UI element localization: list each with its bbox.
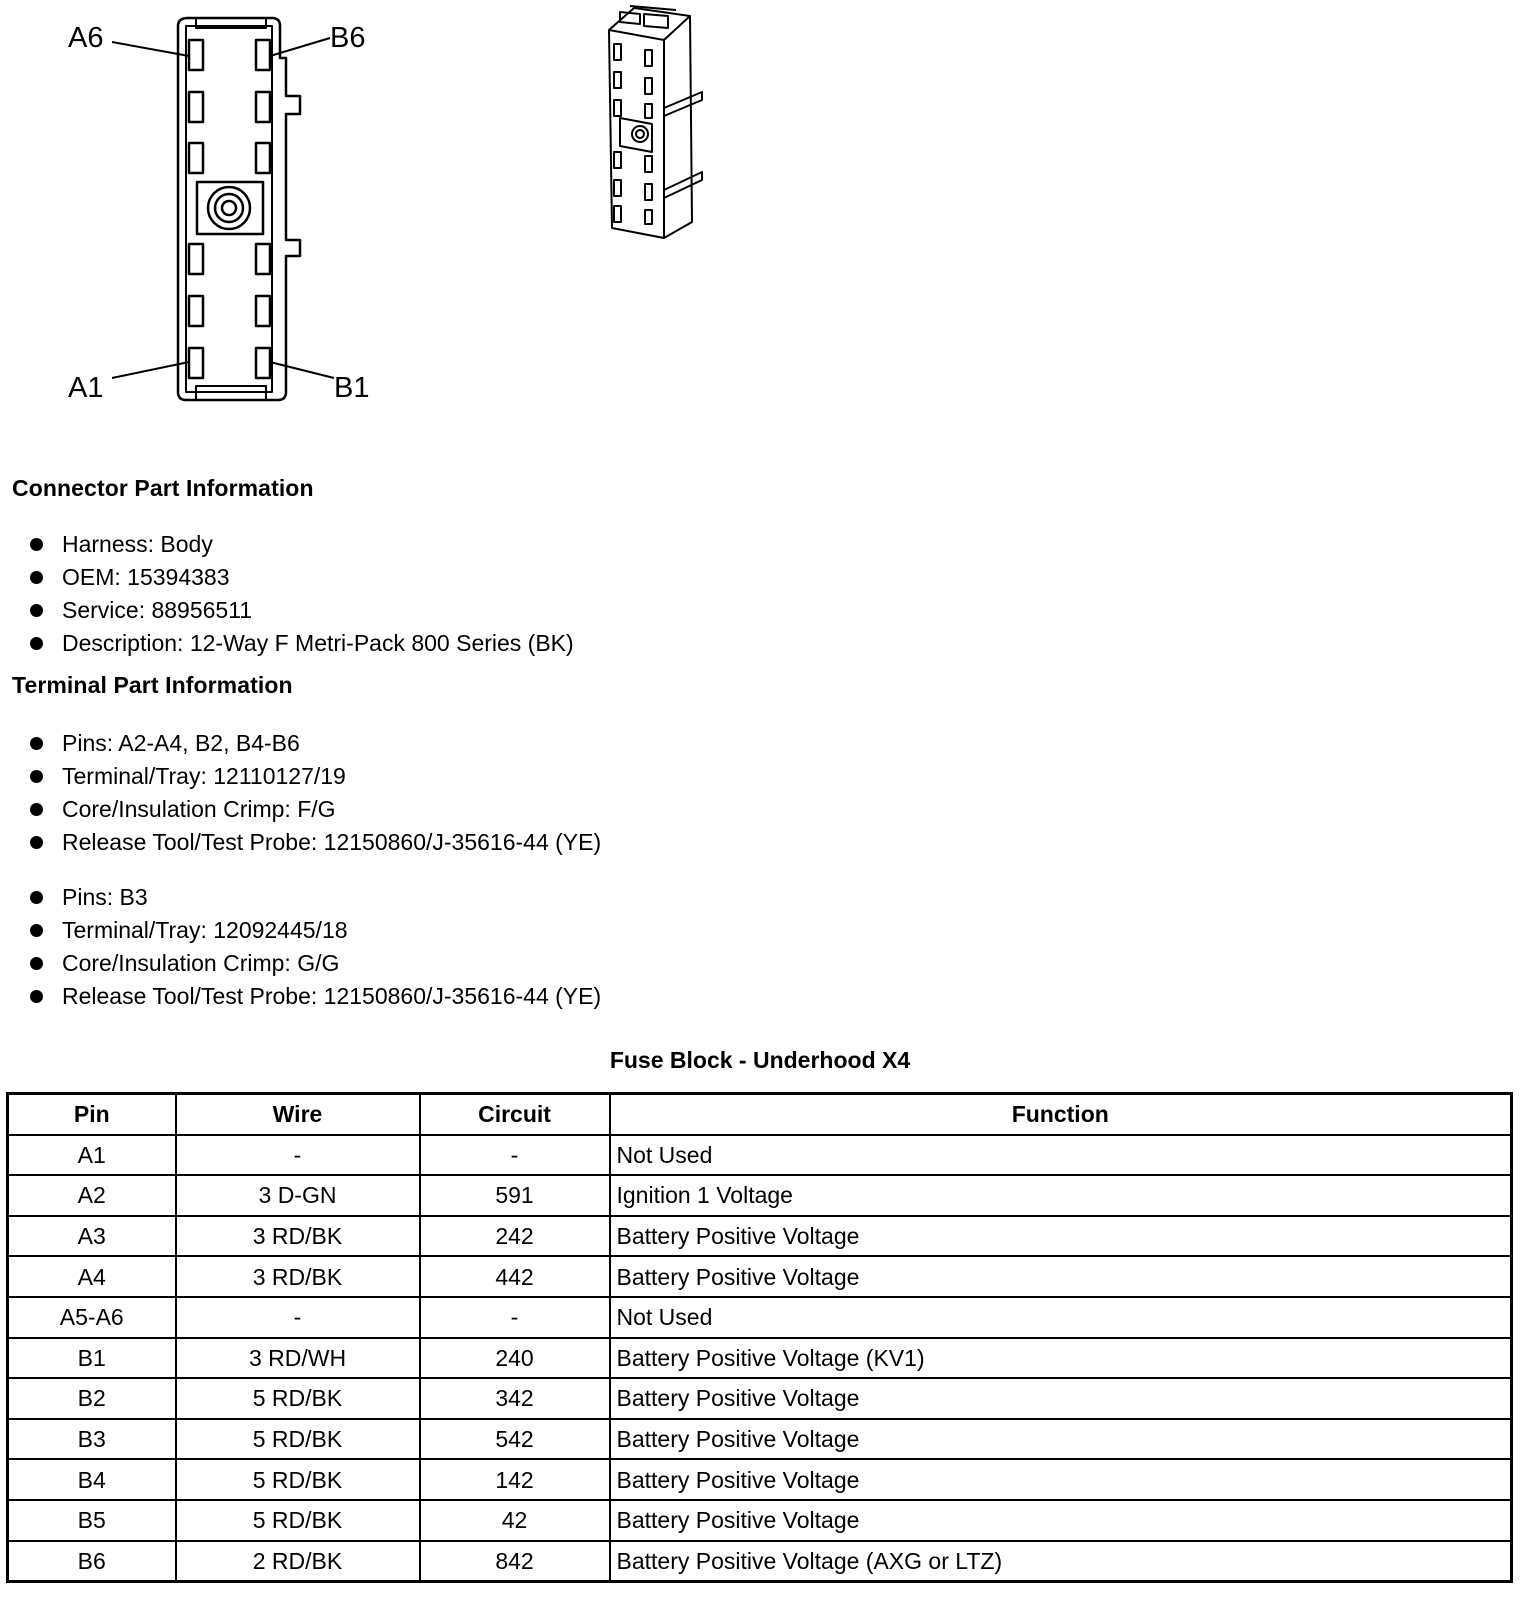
table-row: [8, 1500, 1512, 1541]
circuit-cell: 42: [420, 1500, 610, 1541]
circuit-cell: 842: [420, 1541, 610, 1582]
pin-cell: A2: [8, 1175, 176, 1216]
bullet-icon: [30, 637, 43, 650]
table-row: [8, 1459, 1512, 1500]
list-item: OEM: 15394383: [30, 561, 574, 594]
circuit-cell: 142: [420, 1459, 610, 1500]
connector-part-info-list: [30, 528, 574, 660]
table-row: [8, 1541, 1512, 1582]
bullet-icon: [30, 770, 43, 783]
bullet-icon: [30, 891, 43, 904]
list-item: Harness: Body: [30, 528, 574, 561]
circuit-cell: 240: [420, 1338, 610, 1379]
function-cell: Battery Positive Voltage: [610, 1419, 1512, 1460]
wire-cell: 3 RD/WH: [176, 1338, 420, 1379]
function-cell: Battery Positive Voltage: [610, 1459, 1512, 1500]
bullet-icon: [30, 538, 43, 551]
table-row: [8, 1419, 1512, 1460]
column-header-pin: Pin: [8, 1094, 176, 1135]
table-title: Fuse Block - Underhood X4: [609, 1047, 911, 1073]
function-cell: Battery Positive Voltage (KV1): [610, 1338, 1512, 1379]
list-item: Terminal/Tray: 12110127/19: [30, 760, 601, 793]
function-cell: Not Used: [610, 1135, 1512, 1176]
connector-diagram: [0, 0, 760, 420]
pin-cell: B2: [8, 1378, 176, 1419]
bullet-icon: [30, 990, 43, 1003]
list-item: Core/Insulation Crimp: F/G: [30, 793, 601, 826]
bullet-icon: [30, 924, 43, 937]
pin-cell: A3: [8, 1216, 176, 1257]
list-item: Pins: A2-A4, B2, B4-B6: [30, 727, 601, 760]
column-header-wire: Wire: [176, 1094, 420, 1135]
function-cell: Battery Positive Voltage: [610, 1256, 1512, 1297]
pin-cell: A4: [8, 1256, 176, 1297]
label-a6: A6: [68, 22, 104, 54]
list-item: Release Tool/Test Probe: 12150860/J-35616-44 (YE): [30, 980, 601, 1013]
pin-cell: A5-A6: [8, 1297, 176, 1338]
circuit-cell: -: [420, 1135, 610, 1176]
connector-part-info-heading: Connector Part Information: [12, 475, 314, 501]
circuit-cell: 591: [420, 1175, 610, 1216]
terminal-part-info-group-2: [30, 881, 601, 1013]
table-row: [8, 1135, 1512, 1176]
circuit-cell: 442: [420, 1256, 610, 1297]
label-b1: B1: [334, 372, 370, 404]
circuit-cell: -: [420, 1297, 610, 1338]
function-cell: Battery Positive Voltage: [610, 1378, 1512, 1419]
function-cell: Not Used: [610, 1297, 1512, 1338]
wire-cell: 2 RD/BK: [176, 1541, 420, 1582]
function-cell: Battery Positive Voltage: [610, 1500, 1512, 1541]
label-b6: B6: [330, 22, 366, 54]
table-header-row: [8, 1094, 1512, 1135]
pin-cell: A1: [8, 1135, 176, 1176]
label-a1: A1: [68, 372, 104, 404]
table-row: [8, 1216, 1512, 1257]
function-cell: Battery Positive Voltage: [610, 1216, 1512, 1257]
wire-cell: 5 RD/BK: [176, 1419, 420, 1460]
table-row: [8, 1338, 1512, 1379]
wire-cell: 5 RD/BK: [176, 1459, 420, 1500]
wire-cell: 3 D-GN: [176, 1175, 420, 1216]
pin-cell: B4: [8, 1459, 176, 1500]
bullet-icon: [30, 836, 43, 849]
pin-cell: B6: [8, 1541, 176, 1582]
pinout-table: [6, 1092, 1513, 1583]
connector-3d-view: [609, 6, 702, 238]
circuit-cell: 542: [420, 1419, 610, 1460]
circuit-cell: 342: [420, 1378, 610, 1419]
pin-cell: B1: [8, 1338, 176, 1379]
bullet-icon: [30, 803, 43, 816]
table-row: [8, 1256, 1512, 1297]
bullet-icon: [30, 957, 43, 970]
wire-cell: -: [176, 1297, 420, 1338]
wire-cell: -: [176, 1135, 420, 1176]
wire-cell: 5 RD/BK: [176, 1500, 420, 1541]
table-row: [8, 1175, 1512, 1216]
function-cell: Ignition 1 Voltage: [610, 1175, 1512, 1216]
wire-cell: 3 RD/BK: [176, 1216, 420, 1257]
pin-cell: B3: [8, 1419, 176, 1460]
column-header-function: Function: [610, 1094, 1512, 1135]
wire-cell: 5 RD/BK: [176, 1378, 420, 1419]
list-item: Description: 12-Way F Metri-Pack 800 Series (BK): [30, 627, 574, 660]
table-row: [8, 1297, 1512, 1338]
bullet-icon: [30, 737, 43, 750]
pin-cell: B5: [8, 1500, 176, 1541]
wire-cell: 3 RD/BK: [176, 1256, 420, 1297]
table-row: [8, 1378, 1512, 1419]
list-item: Service: 88956511: [30, 594, 574, 627]
function-cell: Battery Positive Voltage (AXG or LTZ): [610, 1541, 1512, 1582]
list-item: Core/Insulation Crimp: G/G: [30, 947, 601, 980]
terminal-part-info-group-1: [30, 727, 601, 859]
column-header-circuit: Circuit: [420, 1094, 610, 1135]
circuit-cell: 242: [420, 1216, 610, 1257]
bullet-icon: [30, 604, 43, 617]
list-item: Release Tool/Test Probe: 12150860/J-35616-44 (YE): [30, 826, 601, 859]
bullet-icon: [30, 571, 43, 584]
terminal-part-info-heading: Terminal Part Information: [12, 672, 293, 698]
list-item: Terminal/Tray: 12092445/18: [30, 914, 601, 947]
list-item: Pins: B3: [30, 881, 601, 914]
connector-face-view: [112, 18, 334, 400]
